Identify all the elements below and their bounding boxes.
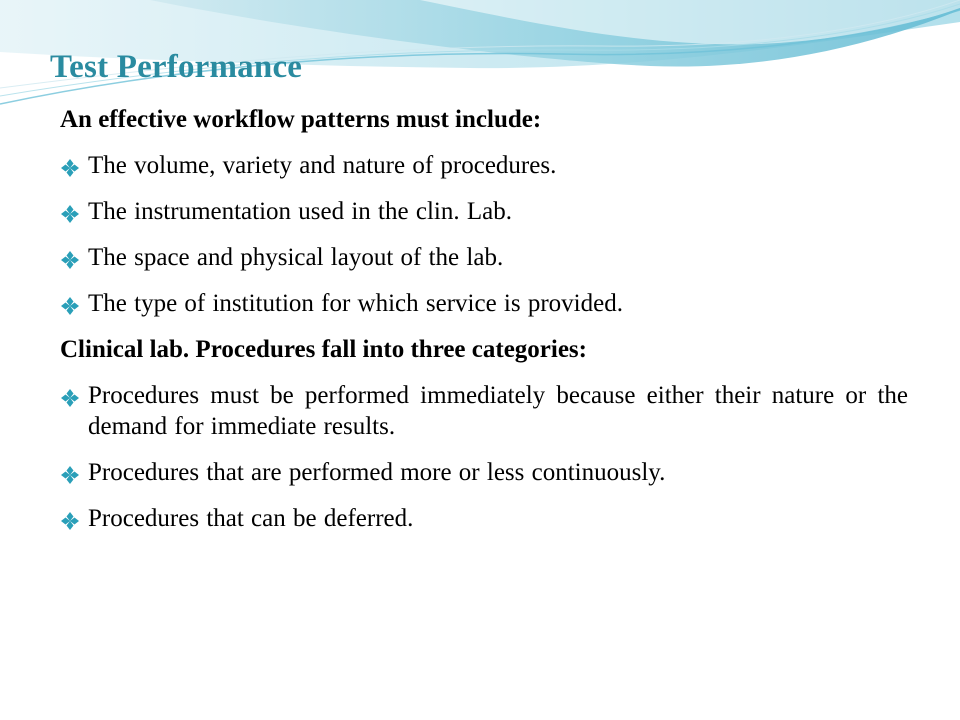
bullet-item [60, 380, 908, 442]
four-petal-diamond-icon [60, 388, 80, 408]
bullet-text: The space and physical layout of the lab. [88, 244, 504, 271]
section-heading-workflow: An effective workflow patterns must include: [60, 106, 542, 133]
slide-title: Test Performance [50, 49, 303, 85]
section-heading-categories: Clinical lab. Procedures fall into three categories: [60, 336, 587, 363]
four-petal-diamond-icon [60, 296, 80, 316]
bullet-text: Procedures that can be deferred. [88, 505, 414, 532]
bullet-text: The instrumentation used in the clin. Lab. [88, 198, 512, 225]
bullet-item [60, 242, 908, 273]
four-petal-diamond-icon [60, 250, 80, 270]
bullet-item [60, 457, 908, 488]
slide-content [60, 104, 908, 549]
four-petal-diamond-icon [60, 158, 80, 178]
bullet-item [60, 503, 908, 534]
bullet-item [60, 288, 908, 319]
bullet-text: The type of institution for which service is provided. [88, 290, 623, 317]
bullet-text: Procedures that are performed more or less continuously. [88, 459, 666, 486]
bullet-item [60, 196, 908, 227]
four-petal-diamond-icon [60, 465, 80, 485]
four-petal-diamond-icon [60, 511, 80, 531]
bullet-text: Procedures must be performed immediately because either their nature or the demand for immediate results. [88, 382, 908, 440]
bullet-item [60, 150, 908, 181]
four-petal-diamond-icon [60, 204, 80, 224]
bullet-text: The volume, variety and nature of procedures. [88, 152, 557, 179]
